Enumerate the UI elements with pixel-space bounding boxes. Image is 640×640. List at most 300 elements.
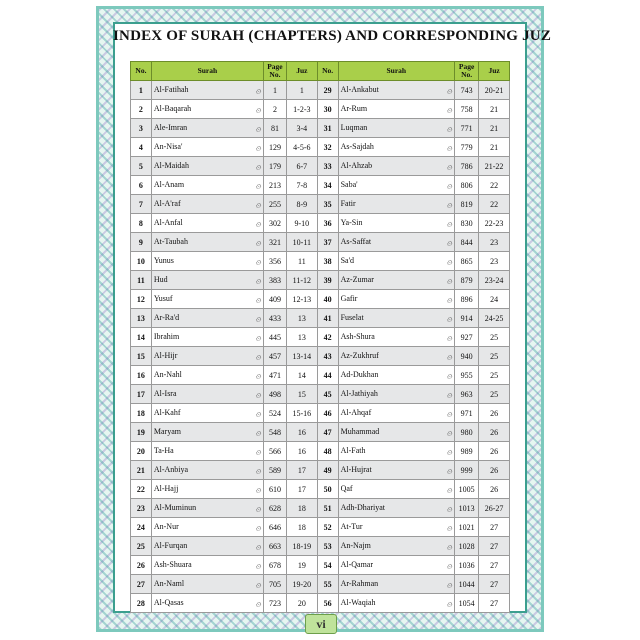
arabic-calligraphy-icon: ۞	[446, 483, 453, 494]
arabic-calligraphy-icon: ۞	[255, 312, 261, 323]
surah-number: 32	[317, 138, 338, 157]
juz-cell: 26	[479, 442, 510, 461]
table-row	[131, 119, 510, 138]
surah-number: 42	[317, 328, 338, 347]
surah-number: 44	[317, 366, 338, 385]
page-number-cell: 457	[263, 347, 286, 366]
juz-cell: 16	[286, 442, 317, 461]
surah-name	[151, 328, 263, 347]
arabic-calligraphy-icon: ۞	[255, 483, 261, 494]
arabic-calligraphy-icon: ۞	[446, 388, 453, 399]
surah-name-english: Al-Fatihah	[153, 84, 189, 94]
surah-number: 33	[317, 157, 338, 176]
juz-cell: 27	[479, 518, 510, 537]
page-number-cell: 940	[455, 347, 479, 366]
page-number-cell: 356	[263, 252, 286, 271]
surah-number: 5	[131, 157, 152, 176]
surah-name-english: Ad-Dukhan	[340, 369, 379, 379]
page-number-cell: 980	[455, 423, 479, 442]
page-number-cell: 548	[263, 423, 286, 442]
surah-number: 48	[317, 442, 338, 461]
juz-cell: 25	[479, 385, 510, 404]
surah-number: 19	[131, 423, 152, 442]
page-number-cell: 786	[455, 157, 479, 176]
arabic-calligraphy-icon: ۞	[446, 350, 453, 361]
surah-name-english: Az-Zumar	[340, 274, 374, 284]
surah-name-english: An-Nur	[153, 521, 179, 531]
surah-name-english: Ibrahim	[153, 331, 180, 341]
surah-name-english: Muhammad	[340, 426, 380, 436]
table-row	[131, 81, 510, 100]
surah-number: 15	[131, 347, 152, 366]
juz-cell: 7-8	[286, 176, 317, 195]
juz-cell: 25	[479, 328, 510, 347]
juz-cell: 8-9	[286, 195, 317, 214]
table-row	[131, 442, 510, 461]
juz-cell: 23	[479, 233, 510, 252]
juz-cell: 13	[286, 309, 317, 328]
surah-number: 45	[317, 385, 338, 404]
surah-number: 6	[131, 176, 152, 195]
juz-cell: 18-19	[286, 537, 317, 556]
table-row	[131, 157, 510, 176]
surah-name-english: Saba'	[340, 179, 358, 189]
arabic-calligraphy-icon: ۞	[446, 274, 453, 285]
surah-name	[338, 214, 454, 233]
table-row	[131, 214, 510, 233]
surah-number: 41	[317, 309, 338, 328]
surah-name-english: Al-Jathiyah	[340, 388, 378, 398]
surah-name-english: Al-Ankabut	[340, 84, 379, 94]
page-number-cell: 927	[455, 328, 479, 347]
table-row	[131, 404, 510, 423]
page-number-cell: 433	[263, 309, 286, 328]
arabic-calligraphy-icon: ۞	[446, 559, 453, 570]
surah-number: 12	[131, 290, 152, 309]
arabic-calligraphy-icon: ۞	[255, 141, 261, 152]
surah-name-english: Az-Zukhruf	[340, 350, 379, 360]
page-number-cell: 498	[263, 385, 286, 404]
page-number-cell: 302	[263, 214, 286, 233]
surah-name	[338, 537, 454, 556]
surah-name	[338, 100, 454, 119]
juz-cell: 26-27	[479, 499, 510, 518]
arabic-calligraphy-icon: ۞	[446, 160, 453, 171]
juz-cell: 1-2-3	[286, 100, 317, 119]
juz-cell: 11-12	[286, 271, 317, 290]
table-row	[131, 271, 510, 290]
surah-name-english: Al-Ahqaf	[340, 407, 372, 417]
juz-cell: 6-7	[286, 157, 317, 176]
arabic-calligraphy-icon: ۞	[255, 445, 261, 456]
juz-cell: 22	[479, 176, 510, 195]
surah-name	[151, 100, 263, 119]
arabic-calligraphy-icon: ۞	[446, 236, 453, 247]
surah-name-english: Al-Kahf	[153, 407, 181, 417]
surah-name	[151, 309, 263, 328]
surah-name-english: Al-Furqan	[153, 540, 188, 550]
arabic-calligraphy-icon: ۞	[255, 350, 261, 361]
surah-name-english: At-Taubah	[153, 236, 188, 246]
arabic-calligraphy-icon: ۞	[446, 312, 453, 323]
juz-cell: 19	[286, 556, 317, 575]
surah-name	[338, 328, 454, 347]
surah-name-english: Al-Qasas	[153, 597, 184, 607]
table-row	[131, 556, 510, 575]
arabic-calligraphy-icon: ۞	[446, 597, 453, 608]
table-row	[131, 347, 510, 366]
surah-name-english: Yusuf	[153, 293, 173, 303]
header-juz-2: Juz	[479, 62, 510, 81]
surah-name	[338, 176, 454, 195]
surah-name	[151, 252, 263, 271]
table-row	[131, 461, 510, 480]
surah-name-english: Ar-Rahman	[340, 578, 379, 588]
surah-name	[338, 594, 454, 613]
surah-number: 28	[131, 594, 152, 613]
juz-cell: 24-25	[479, 309, 510, 328]
juz-cell: 17	[286, 461, 317, 480]
surah-name	[338, 81, 454, 100]
surah-name-english: Maryam	[153, 426, 181, 436]
surah-name-english: Adh-Dhariyat	[340, 502, 386, 512]
surah-number: 54	[317, 556, 338, 575]
page-number: vi	[305, 614, 337, 634]
page-number-cell: 1054	[455, 594, 479, 613]
surah-name-english: Ya-Sin	[340, 217, 363, 227]
arabic-calligraphy-icon: ۞	[446, 122, 453, 133]
page-number-cell: 999	[455, 461, 479, 480]
surah-number: 55	[317, 575, 338, 594]
juz-cell: 25	[479, 347, 510, 366]
page-number-cell: 2	[263, 100, 286, 119]
surah-name-english: Al-Waqiah	[340, 597, 376, 607]
surah-name	[151, 290, 263, 309]
juz-cell: 15-16	[286, 404, 317, 423]
surah-number: 2	[131, 100, 152, 119]
table-row	[131, 575, 510, 594]
surah-name	[151, 537, 263, 556]
page-number-cell: 129	[263, 138, 286, 157]
surah-name	[151, 404, 263, 423]
surah-name-english: Luqman	[340, 122, 368, 132]
surah-name	[151, 575, 263, 594]
surah-name	[338, 404, 454, 423]
arabic-calligraphy-icon: ۞	[446, 103, 453, 114]
surah-name-english: Gafir	[340, 293, 358, 303]
page-number-cell: 989	[455, 442, 479, 461]
surah-number: 17	[131, 385, 152, 404]
page-number-cell: 1021	[455, 518, 479, 537]
surah-name	[151, 442, 263, 461]
page-number-cell: 566	[263, 442, 286, 461]
arabic-calligraphy-icon: ۞	[446, 217, 453, 228]
page-number-cell: 771	[455, 119, 479, 138]
arabic-calligraphy-icon: ۞	[446, 464, 453, 475]
surah-name	[338, 290, 454, 309]
surah-number: 39	[317, 271, 338, 290]
page-number-cell: 705	[263, 575, 286, 594]
surah-name-english: Ar-Ra'd	[153, 312, 180, 322]
juz-cell: 17	[286, 480, 317, 499]
surah-name-english: Al-Ahzab	[340, 160, 373, 170]
surah-name	[338, 271, 454, 290]
arabic-calligraphy-icon: ۞	[255, 122, 261, 133]
arabic-calligraphy-icon: ۞	[446, 426, 453, 437]
surah-name	[151, 518, 263, 537]
page-number-cell: 955	[455, 366, 479, 385]
page-number-cell: 81	[263, 119, 286, 138]
page-number-cell: 963	[455, 385, 479, 404]
juz-cell: 24	[479, 290, 510, 309]
arabic-calligraphy-icon: ۞	[446, 540, 453, 551]
page-number-cell: 383	[263, 271, 286, 290]
surah-name-english: Al-A'raf	[153, 198, 181, 208]
surah-number: 38	[317, 252, 338, 271]
surah-name	[338, 556, 454, 575]
arabic-calligraphy-icon: ۞	[255, 217, 261, 228]
surah-name	[151, 556, 263, 575]
surah-name	[151, 138, 263, 157]
header-juz: Juz	[286, 62, 317, 81]
page-number-cell: 213	[263, 176, 286, 195]
table-row	[131, 328, 510, 347]
juz-cell: 23	[479, 252, 510, 271]
surah-name	[151, 119, 263, 138]
table-row	[131, 290, 510, 309]
arabic-calligraphy-icon: ۞	[446, 293, 453, 304]
arabic-calligraphy-icon: ۞	[255, 103, 261, 114]
surah-name-english: Fuselat	[340, 312, 364, 322]
header-page-2: Page No.	[455, 62, 479, 81]
table-row	[131, 252, 510, 271]
surah-name-english: An-Nahl	[153, 369, 182, 379]
page-number-cell: 1036	[455, 556, 479, 575]
surah-name-english: Ar-Rum	[340, 103, 368, 113]
surah-number: 1	[131, 81, 152, 100]
surah-name	[338, 138, 454, 157]
juz-cell: 27	[479, 575, 510, 594]
arabic-calligraphy-icon: ۞	[255, 502, 261, 513]
arabic-calligraphy-icon: ۞	[255, 293, 261, 304]
surah-number: 51	[317, 499, 338, 518]
juz-cell: 18	[286, 518, 317, 537]
table-row	[131, 385, 510, 404]
table-row	[131, 309, 510, 328]
surah-name	[338, 309, 454, 328]
arabic-calligraphy-icon: ۞	[446, 255, 453, 266]
surah-number: 56	[317, 594, 338, 613]
surah-number: 9	[131, 233, 152, 252]
arabic-calligraphy-icon: ۞	[255, 464, 261, 475]
surah-name-english: Ash-Shuara	[153, 559, 192, 569]
page-number-cell: 844	[455, 233, 479, 252]
surah-name	[151, 385, 263, 404]
juz-cell: 20-21	[479, 81, 510, 100]
page-number-cell: 723	[263, 594, 286, 613]
surah-name	[338, 499, 454, 518]
surah-number: 35	[317, 195, 338, 214]
surah-name-english: Fatir	[340, 198, 356, 208]
juz-cell: 18	[286, 499, 317, 518]
page-number-cell: 663	[263, 537, 286, 556]
surah-number: 23	[131, 499, 152, 518]
surah-number: 26	[131, 556, 152, 575]
table-row	[131, 100, 510, 119]
surah-number: 46	[317, 404, 338, 423]
page-number-cell: 971	[455, 404, 479, 423]
surah-name	[338, 518, 454, 537]
juz-cell: 22-23	[479, 214, 510, 233]
surah-name-english: Yunus	[153, 255, 174, 265]
page-number-cell: 865	[455, 252, 479, 271]
table-body	[131, 81, 510, 613]
surah-number: 14	[131, 328, 152, 347]
arabic-calligraphy-icon: ۞	[255, 255, 261, 266]
arabic-calligraphy-icon: ۞	[255, 236, 261, 247]
surah-name-english: Al-Anam	[153, 179, 185, 189]
surah-name	[338, 366, 454, 385]
surah-number: 4	[131, 138, 152, 157]
juz-cell: 3-4	[286, 119, 317, 138]
surah-name	[338, 575, 454, 594]
surah-number: 24	[131, 518, 152, 537]
arabic-calligraphy-icon: ۞	[255, 274, 261, 285]
arabic-calligraphy-icon: ۞	[446, 179, 453, 190]
arabic-calligraphy-icon: ۞	[446, 407, 453, 418]
surah-name	[151, 499, 263, 518]
surah-name-english: An-Naml	[153, 578, 185, 588]
juz-cell: 4-5-6	[286, 138, 317, 157]
surah-name	[338, 119, 454, 138]
juz-cell: 16	[286, 423, 317, 442]
juz-cell: 23-24	[479, 271, 510, 290]
juz-cell: 14	[286, 366, 317, 385]
juz-cell: 11	[286, 252, 317, 271]
juz-cell: 21	[479, 138, 510, 157]
table-row	[131, 518, 510, 537]
surah-name-english: An-Nisa'	[153, 141, 183, 151]
surah-name-english: Al-Qamar	[340, 559, 374, 569]
table-row	[131, 537, 510, 556]
page-number-cell: 255	[263, 195, 286, 214]
page-number-cell: 409	[263, 290, 286, 309]
surah-number: 34	[317, 176, 338, 195]
page-number-cell: 179	[263, 157, 286, 176]
page-number-cell: 1028	[455, 537, 479, 556]
surah-name-english: Al-Anbiya	[153, 464, 189, 474]
juz-cell: 21	[479, 100, 510, 119]
juz-cell: 27	[479, 556, 510, 575]
surah-name-english: Al-Anfal	[153, 217, 183, 227]
surah-number: 36	[317, 214, 338, 233]
surah-number: 16	[131, 366, 152, 385]
table-row	[131, 423, 510, 442]
juz-cell: 22	[479, 195, 510, 214]
surah-name-english: Al-Fath	[340, 445, 366, 455]
page-number-cell: 610	[263, 480, 286, 499]
juz-cell: 21-22	[479, 157, 510, 176]
page-title: INDEX OF SURAH (CHAPTERS) AND CORRESPONDING JUZ	[113, 28, 552, 44]
arabic-calligraphy-icon: ۞	[446, 198, 453, 209]
juz-cell: 12-13	[286, 290, 317, 309]
juz-cell: 13	[286, 328, 317, 347]
page-number-cell: 819	[455, 195, 479, 214]
page-number-cell: 743	[455, 81, 479, 100]
surah-number: 22	[131, 480, 152, 499]
surah-name-english: Sa'd	[340, 255, 355, 265]
surah-name	[151, 81, 263, 100]
header-surah: Surah	[151, 62, 263, 81]
page-number-cell: 445	[263, 328, 286, 347]
surah-name	[151, 214, 263, 233]
juz-cell: 26	[479, 480, 510, 499]
arabic-calligraphy-icon: ۞	[255, 521, 261, 532]
arabic-calligraphy-icon: ۞	[255, 369, 261, 380]
surah-name	[338, 423, 454, 442]
page-number-cell: 1013	[455, 499, 479, 518]
header-surah-2: Surah	[338, 62, 454, 81]
juz-cell: 27	[479, 594, 510, 613]
surah-name	[338, 480, 454, 499]
page-number-cell: 1044	[455, 575, 479, 594]
page-number-cell: 1	[263, 81, 286, 100]
surah-number: 20	[131, 442, 152, 461]
arabic-calligraphy-icon: ۞	[255, 578, 261, 589]
surah-name	[151, 594, 263, 613]
surah-number: 49	[317, 461, 338, 480]
surah-number: 43	[317, 347, 338, 366]
surah-name	[151, 195, 263, 214]
page-number-cell: 806	[455, 176, 479, 195]
surah-name	[151, 480, 263, 499]
juz-cell: 26	[479, 461, 510, 480]
arabic-calligraphy-icon: ۞	[446, 502, 453, 513]
page-number-cell: 758	[455, 100, 479, 119]
table-header-row	[131, 62, 510, 81]
table-row	[131, 195, 510, 214]
surah-index-table	[130, 61, 510, 613]
header-no: No.	[131, 62, 152, 81]
table-row	[131, 176, 510, 195]
arabic-calligraphy-icon: ۞	[446, 578, 453, 589]
surah-name	[338, 195, 454, 214]
juz-cell: 26	[479, 423, 510, 442]
table-row	[131, 499, 510, 518]
surah-name-english: At-Tur	[340, 521, 363, 531]
page-number-cell: 678	[263, 556, 286, 575]
arabic-calligraphy-icon: ۞	[255, 559, 261, 570]
surah-name	[338, 442, 454, 461]
arabic-calligraphy-icon: ۞	[255, 331, 261, 342]
surah-number: 25	[131, 537, 152, 556]
arabic-calligraphy-icon: ۞	[446, 521, 453, 532]
surah-number: 37	[317, 233, 338, 252]
juz-cell: 27	[479, 537, 510, 556]
surah-number: 18	[131, 404, 152, 423]
page-number-cell: 471	[263, 366, 286, 385]
arabic-calligraphy-icon: ۞	[446, 84, 453, 95]
surah-name	[338, 157, 454, 176]
surah-name-english: Al-Baqarah	[153, 103, 192, 113]
table-row	[131, 138, 510, 157]
juz-cell: 25	[479, 366, 510, 385]
surah-name	[338, 461, 454, 480]
juz-cell: 9-10	[286, 214, 317, 233]
juz-cell: 26	[479, 404, 510, 423]
surah-name-english: An-Najm	[340, 540, 371, 550]
surah-number: 53	[317, 537, 338, 556]
